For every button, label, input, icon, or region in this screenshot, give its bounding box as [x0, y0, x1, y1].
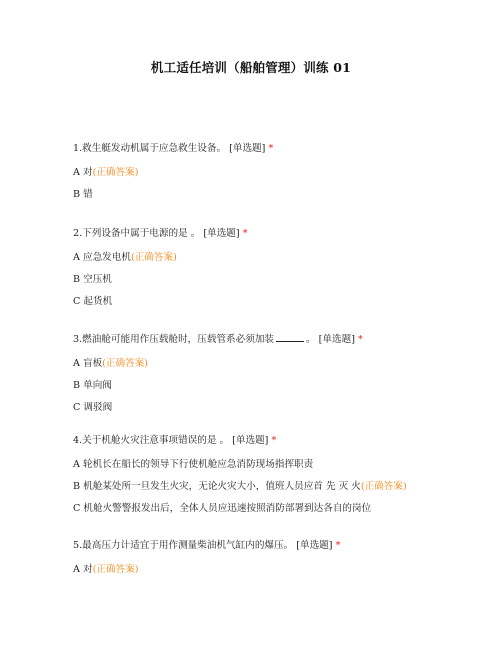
- required-star: *: [242, 228, 248, 239]
- question-4: [73, 435, 473, 525]
- correct-answer-tag: (正确答案): [102, 358, 149, 369]
- question-text: 2.下列设备中属于电源的是 。 [单选题] *: [73, 228, 248, 239]
- option-b: B 单向阀: [73, 380, 112, 391]
- question-3: [73, 332, 473, 424]
- option-a: A 应急发电机(正确答案): [73, 252, 177, 263]
- option-a: A 轮机长在船长的领导下行使机舱应急消防现场指挥职责: [73, 459, 314, 470]
- required-star: *: [268, 143, 274, 154]
- correct-answer-tag: (正确答案): [92, 564, 139, 575]
- question-text: 5.最高压力计适宜于用作测量柴油机气缸内的爆压。 [单选题] *: [73, 540, 341, 551]
- page-title: 机工适任培训（船舶管理）训练 01: [150, 60, 352, 75]
- option-a: A 对(正确答案): [73, 167, 139, 178]
- option-b: B 机舱某处所一旦发生火灾，无论火灾大小，值班人员应首 先 灭 火(正确答案): [73, 481, 407, 492]
- question-5: [73, 540, 473, 586]
- question-2: [73, 228, 473, 318]
- correct-answer-tag: (正确答案): [360, 481, 407, 492]
- question-text: 3.燃油舱可能用作压载舱时，压载管系必须加装 。 [单选题] *: [73, 334, 363, 345]
- option-c: C 起货机: [73, 296, 113, 307]
- fill-blank: [276, 332, 304, 342]
- question-text: 4.关于机舱火灾注意事项错误的是 。 [单选题] *: [73, 435, 277, 446]
- option-a: A 盲板(正确答案): [73, 358, 149, 369]
- correct-answer-tag: (正确答案): [92, 167, 139, 178]
- option-c: C 调驳阀: [73, 402, 113, 413]
- option-b: B 空压机: [73, 274, 112, 285]
- option-c: C 机舱火警警报发出后，全体人员应迅速按照消防部署到达各自的岗位: [73, 503, 372, 514]
- question-1: [73, 143, 473, 211]
- required-star: *: [271, 435, 277, 446]
- question-text: 1.救生艇发动机属于应急救生设备。 [单选题] *: [73, 143, 274, 154]
- required-star: *: [358, 334, 363, 345]
- option-b: B 错: [73, 189, 93, 200]
- correct-answer-tag: (正确答案): [130, 252, 177, 263]
- required-star: *: [335, 540, 341, 551]
- option-a: A 对(正确答案): [73, 564, 139, 575]
